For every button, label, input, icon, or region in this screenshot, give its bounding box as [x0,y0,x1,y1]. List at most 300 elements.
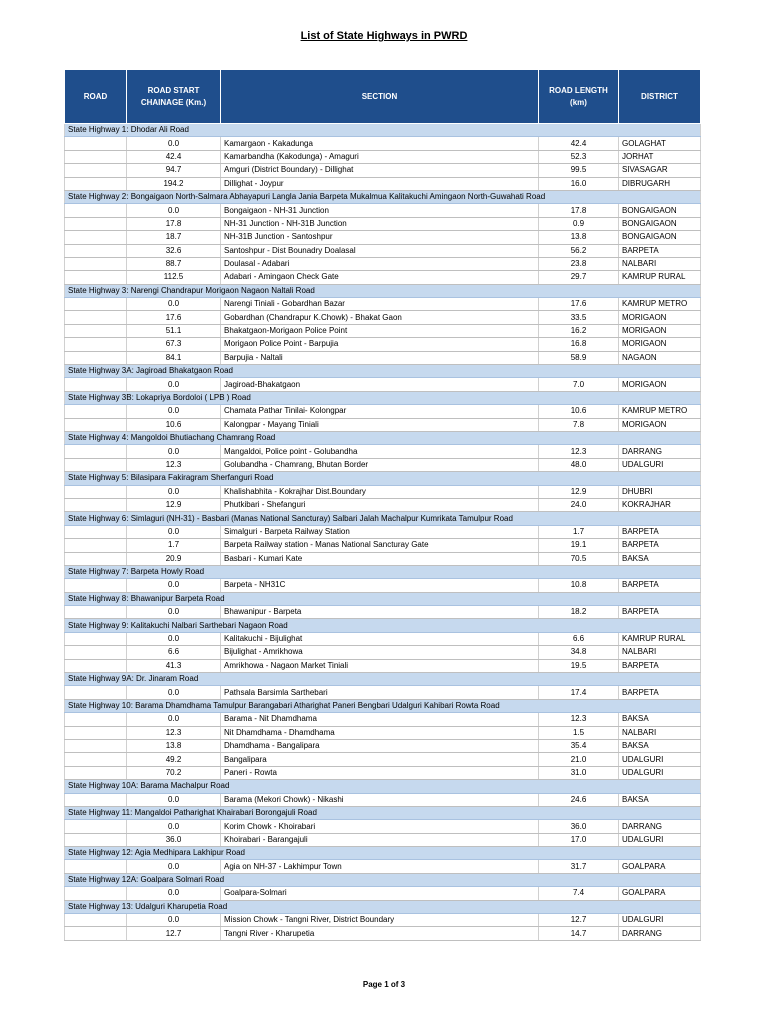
highway-group-header [65,619,701,632]
table-row [65,204,701,217]
road-length-cell: 12.7 [539,914,619,927]
road-cell [65,887,127,900]
highway-group-header [65,512,701,525]
table-row [65,820,701,833]
road-length-cell: 31.0 [539,766,619,779]
start-chainage-cell: 0.0 [127,579,221,592]
section-cell: Kalitakuchi - Bijulighat [221,632,539,645]
start-chainage-cell: 0.0 [127,298,221,311]
road-length-cell: 14.7 [539,927,619,940]
road-length-cell: 7.8 [539,418,619,431]
start-chainage-cell: 0.0 [127,793,221,806]
district-cell: NAGAON [619,351,701,364]
road-length-cell: 52.3 [539,150,619,163]
highway-name: State Highway 11: Mangaldoi Patharighat Khairabari Borongajuli Road [65,806,701,819]
table-row [65,338,701,351]
district-cell: GOALPARA [619,860,701,873]
highway-name: State Highway 5: Bilasipara Fakiragram Sherfanguri Road [65,472,701,485]
table-row [65,646,701,659]
highway-name: State Highway 8: Bhawanipur Barpeta Road [65,592,701,605]
table-row [65,753,701,766]
road-length-cell: 31.7 [539,860,619,873]
table-row [65,860,701,873]
road-cell [65,231,127,244]
road-cell [65,418,127,431]
section-cell: NH-31 Junction - NH-31B Junction [221,217,539,230]
road-cell [65,257,127,270]
table-row [65,418,701,431]
section-cell: Barpujia - Naltali [221,351,539,364]
road-length-cell: 1.5 [539,726,619,739]
district-cell: KOKRAJHAR [619,498,701,511]
section-cell: Tangni River - Kharupetia [221,927,539,940]
table-row [65,244,701,257]
road-cell [65,298,127,311]
road-cell [65,606,127,619]
start-chainage-cell: 0.0 [127,204,221,217]
road-length-cell: 1.7 [539,525,619,538]
highways-table [64,69,701,941]
district-cell: BAKSA [619,713,701,726]
district-cell: BAKSA [619,793,701,806]
table-row [65,405,701,418]
district-cell: SIVASAGAR [619,164,701,177]
table-row [65,445,701,458]
start-chainage-cell: 12.7 [127,927,221,940]
section-cell: Mission Chowk - Tangni River, District Boundary [221,914,539,927]
road-length-cell: 23.8 [539,257,619,270]
highway-name: State Highway 4: Mangoldoi Bhutiachang Chamrang Road [65,431,701,444]
road-length-cell: 17.6 [539,298,619,311]
district-cell: MORIGAON [619,378,701,391]
table-row [65,766,701,779]
district-cell: DHUBRI [619,485,701,498]
table-header-row [65,70,701,124]
district-cell: JORHAT [619,150,701,163]
road-cell [65,150,127,163]
highway-group-header [65,900,701,913]
section-cell: Barama - Nit Dhamdhama [221,713,539,726]
road-cell [65,177,127,190]
road-length-cell: 24.0 [539,498,619,511]
highway-group-header [65,780,701,793]
table-row [65,686,701,699]
section-cell: Goalpara-Solmari [221,887,539,900]
highway-name: State Highway 2: Bongaigaon North-Salmara Abhayapuri Langla Jania Barpeta Mukalmua Kalitakuchi Amingaon North-Guwahati Road [65,190,701,203]
table-row [65,659,701,672]
col-header-section: SECTION [221,70,539,124]
table-row [65,579,701,592]
section-cell: Adabari - Amingaon Check Gate [221,271,539,284]
table-row [65,150,701,163]
section-cell: Kalongpar - Mayang Tiniali [221,418,539,431]
highway-group-header [65,673,701,686]
highway-name: State Highway 10: Barama Dhamdhama Tamulpur Barangabari Atharighat Paneri Bengbari Udalguri Kahibari Rowta Road [65,699,701,712]
district-cell: DIBRUGARH [619,177,701,190]
district-cell: UDALGURI [619,753,701,766]
district-cell: KAMRUP RURAL [619,271,701,284]
table-row [65,311,701,324]
road-cell [65,860,127,873]
start-chainage-cell: 42.4 [127,150,221,163]
road-length-cell: 7.0 [539,378,619,391]
section-cell: Kamargaon - Kakadunga [221,137,539,150]
table-row [65,164,701,177]
district-cell: MORIGAON [619,418,701,431]
district-cell: BARPETA [619,579,701,592]
start-chainage-cell: 67.3 [127,338,221,351]
road-cell [65,525,127,538]
road-length-cell: 0.9 [539,217,619,230]
road-cell [65,753,127,766]
section-cell: Bijulighat - Amrikhowa [221,646,539,659]
district-cell: UDALGURI [619,458,701,471]
table-row [65,231,701,244]
section-cell: Bangalipara [221,753,539,766]
start-chainage-cell: 84.1 [127,351,221,364]
section-cell: Simalguri - Barpeta Railway Station [221,525,539,538]
highway-name: State Highway 13: Udalguri Kharupetia Road [65,900,701,913]
start-chainage-cell: 70.2 [127,766,221,779]
district-cell: KAMRUP METRO [619,405,701,418]
start-chainage-cell: 12.9 [127,498,221,511]
road-cell [65,833,127,846]
road-length-cell: 34.8 [539,646,619,659]
start-chainage-cell: 10.6 [127,418,221,431]
district-cell: BONGAIGAON [619,217,701,230]
road-cell [65,646,127,659]
district-cell: BAKSA [619,739,701,752]
start-chainage-cell: 0.0 [127,713,221,726]
road-length-cell: 19.1 [539,539,619,552]
section-cell: Khalishabhita - Kokrajhar Dist.Boundary [221,485,539,498]
road-cell [65,766,127,779]
road-length-cell: 29.7 [539,271,619,284]
road-cell [65,204,127,217]
road-cell [65,739,127,752]
highway-name: State Highway 1: Dhodar Ali Road [65,124,701,137]
district-cell: BARPETA [619,244,701,257]
district-cell: BAKSA [619,552,701,565]
highway-group-header [65,873,701,886]
road-cell [65,820,127,833]
road-cell [65,217,127,230]
table-row [65,833,701,846]
road-length-cell: 16.8 [539,338,619,351]
district-cell: DARRANG [619,820,701,833]
district-cell: BONGAIGAON [619,204,701,217]
start-chainage-cell: 0.0 [127,137,221,150]
road-cell [65,324,127,337]
table-row [65,713,701,726]
start-chainage-cell: 0.0 [127,632,221,645]
section-cell: Amrikhowa - Nagaon Market Tiniali [221,659,539,672]
start-chainage-cell: 0.0 [127,445,221,458]
highway-group-header [65,847,701,860]
section-cell: Bhakatgaon-Morigaon Police Point [221,324,539,337]
district-cell: GOALPARA [619,887,701,900]
highway-name: State Highway 7: Barpeta Howly Road [65,565,701,578]
table-row [65,498,701,511]
district-cell: BARPETA [619,659,701,672]
start-chainage-cell: 12.3 [127,458,221,471]
road-cell [65,311,127,324]
start-chainage-cell: 13.8 [127,739,221,752]
table-body [65,124,701,941]
table-row [65,257,701,270]
start-chainage-cell: 6.6 [127,646,221,659]
road-length-cell: 42.4 [539,137,619,150]
start-chainage-cell: 51.1 [127,324,221,337]
page-title: List of State Highways in PWRD [300,30,468,42]
section-cell: Bongaigaon - NH-31 Junction [221,204,539,217]
highway-group-header [65,699,701,712]
table-row [65,217,701,230]
start-chainage-cell: 88.7 [127,257,221,270]
section-cell: Basbari - Kumari Kate [221,552,539,565]
start-chainage-cell: 0.0 [127,405,221,418]
section-cell: Barpeta - NH31C [221,579,539,592]
district-cell: BARPETA [619,525,701,538]
road-cell [65,244,127,257]
table-row [65,739,701,752]
road-cell [65,271,127,284]
road-cell [65,713,127,726]
highway-group-header [65,472,701,485]
highway-name: State Highway 3A: Jagiroad Bhakatgaon Road [65,365,701,378]
district-cell: MORIGAON [619,338,701,351]
table-row [65,927,701,940]
table-row [65,458,701,471]
start-chainage-cell: 41.3 [127,659,221,672]
road-length-cell: 18.2 [539,606,619,619]
road-cell [65,659,127,672]
road-cell [65,927,127,940]
table-row [65,793,701,806]
road-cell [65,686,127,699]
start-chainage-cell: 94.7 [127,164,221,177]
highway-group-header [65,391,701,404]
district-cell: BARPETA [619,606,701,619]
road-length-cell: 10.8 [539,579,619,592]
table-row [65,525,701,538]
road-length-cell: 56.2 [539,244,619,257]
road-length-cell: 10.6 [539,405,619,418]
district-cell: NALBARI [619,257,701,270]
start-chainage-cell: 32.6 [127,244,221,257]
highway-group-header [65,124,701,137]
table-row [65,271,701,284]
section-cell: Doulasal - Adabari [221,257,539,270]
highway-group-header [65,592,701,605]
district-cell: UDALGURI [619,766,701,779]
road-cell [65,164,127,177]
table-row [65,887,701,900]
section-cell: Nit Dhamdhama - Dhamdhama [221,726,539,739]
highway-name: State Highway 12A: Goalpara Solmari Road [65,873,701,886]
highway-name: State Highway 3B: Lokapriya Bordoloi ( LPB ) Road [65,391,701,404]
table-row [65,177,701,190]
road-cell [65,793,127,806]
highway-name: State Highway 10A: Barama Machalpur Road [65,780,701,793]
start-chainage-cell: 0.0 [127,860,221,873]
district-cell: MORIGAON [619,324,701,337]
road-length-cell: 17.0 [539,833,619,846]
road-cell [65,458,127,471]
road-length-cell: 24.6 [539,793,619,806]
highway-group-header [65,431,701,444]
road-length-cell: 16.2 [539,324,619,337]
start-chainage-cell: 112.5 [127,271,221,284]
col-header-road: ROAD [65,70,127,124]
highway-group-header [65,284,701,297]
table-row [65,485,701,498]
road-length-cell: 21.0 [539,753,619,766]
section-cell: Dhamdhama - Bangalipara [221,739,539,752]
section-cell: Morigaon Police Point - Barpujia [221,338,539,351]
start-chainage-cell: 0.0 [127,378,221,391]
road-length-cell: 70.5 [539,552,619,565]
section-cell: Santoshpur - Dist Bounadry Doalasal [221,244,539,257]
start-chainage-cell: 20.9 [127,552,221,565]
section-cell: Chamata Pathar Tinilai- Kolongpar [221,405,539,418]
road-length-cell: 36.0 [539,820,619,833]
road-length-cell: 12.3 [539,445,619,458]
district-cell: KAMRUP RURAL [619,632,701,645]
section-cell: Amguri (District Boundary) - Dillighat [221,164,539,177]
start-chainage-cell: 12.3 [127,726,221,739]
road-cell [65,914,127,927]
road-length-cell: 13.8 [539,231,619,244]
road-cell [65,338,127,351]
road-length-cell: 16.0 [539,177,619,190]
section-cell: Phutkibari - Shefanguri [221,498,539,511]
road-cell [65,632,127,645]
start-chainage-cell: 194.2 [127,177,221,190]
road-cell [65,552,127,565]
section-cell: Pathsala Barsimla Sarthebari [221,686,539,699]
start-chainage-cell: 0.0 [127,686,221,699]
road-length-cell: 48.0 [539,458,619,471]
district-cell: NALBARI [619,646,701,659]
section-cell: Agia on NH-37 - Lakhimpur Town [221,860,539,873]
section-cell: Barpeta Railway station - Manas National Sancturay Gate [221,539,539,552]
district-cell: DARRANG [619,445,701,458]
col-header-start: ROAD START CHAINAGE (Km.) [127,70,221,124]
district-cell: GOLAGHAT [619,137,701,150]
road-length-cell: 12.9 [539,485,619,498]
road-length-cell: 33.5 [539,311,619,324]
highway-group-header [65,806,701,819]
start-chainage-cell: 0.0 [127,820,221,833]
section-cell: Narengi Tiniali - Gobardhan Bazar [221,298,539,311]
road-cell [65,137,127,150]
table-row [65,552,701,565]
road-length-cell: 7.4 [539,887,619,900]
district-cell: UDALGURI [619,833,701,846]
start-chainage-cell: 17.8 [127,217,221,230]
road-length-cell: 99.5 [539,164,619,177]
highway-group-header [65,565,701,578]
highway-group-header [65,365,701,378]
start-chainage-cell: 0.0 [127,485,221,498]
table-row [65,914,701,927]
highway-name: State Highway 12: Agia Medhipara Lakhipur Road [65,847,701,860]
section-cell: Mangaldoi, Police point - Golubandha [221,445,539,458]
district-cell: UDALGURI [619,914,701,927]
table-row [65,298,701,311]
road-length-cell: 12.3 [539,713,619,726]
section-cell: Kamarbandha (Kakodunga) - Amaguri [221,150,539,163]
table-row [65,632,701,645]
start-chainage-cell: 1.7 [127,539,221,552]
start-chainage-cell: 0.0 [127,914,221,927]
road-cell [65,351,127,364]
table-row [65,726,701,739]
table-row [65,539,701,552]
highway-name: State Highway 9A: Dr. Jinaram Road [65,673,701,686]
district-cell: DARRANG [619,927,701,940]
road-cell [65,579,127,592]
start-chainage-cell: 0.0 [127,887,221,900]
page-footer: Page 1 of 3 [362,980,406,989]
start-chainage-cell: 17.6 [127,311,221,324]
table-row [65,137,701,150]
start-chainage-cell: 18.7 [127,231,221,244]
table-row [65,378,701,391]
highway-name: State Highway 9: Kalitakuchi Nalbari Sarthebari Nagaon Road [65,619,701,632]
road-cell [65,485,127,498]
table-row [65,324,701,337]
road-cell [65,445,127,458]
district-cell: MORIGAON [619,311,701,324]
section-cell: Gobardhan (Chandrapur K.Chowk) - Bhakat Gaon [221,311,539,324]
col-header-district: DISTRICT [619,70,701,124]
section-cell: Paneri - Rowta [221,766,539,779]
district-cell: BONGAIGAON [619,231,701,244]
road-cell [65,498,127,511]
road-length-cell: 35.4 [539,739,619,752]
district-cell: KAMRUP METRO [619,298,701,311]
start-chainage-cell: 0.0 [127,606,221,619]
road-length-cell: 58.9 [539,351,619,364]
road-length-cell: 19.5 [539,659,619,672]
district-cell: BARPETA [619,686,701,699]
highway-name: State Highway 3: Narengi Chandrapur Morigaon Nagaon Naltali Road [65,284,701,297]
road-cell [65,405,127,418]
highway-name: State Highway 6: Simlaguri (NH-31) - Basbari (Manas National Sancturay) Salbari Jalah Machalpur Kumrikata Tamulpur Road [65,512,701,525]
road-length-cell: 17.8 [539,204,619,217]
table-row [65,606,701,619]
section-cell: Korim Chowk - Khoirabari [221,820,539,833]
section-cell: Jagiroad-Bhakatgaon [221,378,539,391]
highway-group-header [65,190,701,203]
district-cell: BARPETA [619,539,701,552]
road-length-cell: 17.4 [539,686,619,699]
section-cell: Barama (Mekori Chowk) - Nikashi [221,793,539,806]
start-chainage-cell: 0.0 [127,525,221,538]
section-cell: Golubandha - Chamrang, Bhutan Border [221,458,539,471]
section-cell: Bhawanipur - Barpeta [221,606,539,619]
col-header-length: ROAD LENGTH (km) [539,70,619,124]
start-chainage-cell: 49.2 [127,753,221,766]
section-cell: Khoirabari - Barangajuli [221,833,539,846]
road-cell [65,539,127,552]
road-cell [65,726,127,739]
section-cell: NH-31B Junction - Santoshpur [221,231,539,244]
start-chainage-cell: 36.0 [127,833,221,846]
road-cell [65,378,127,391]
